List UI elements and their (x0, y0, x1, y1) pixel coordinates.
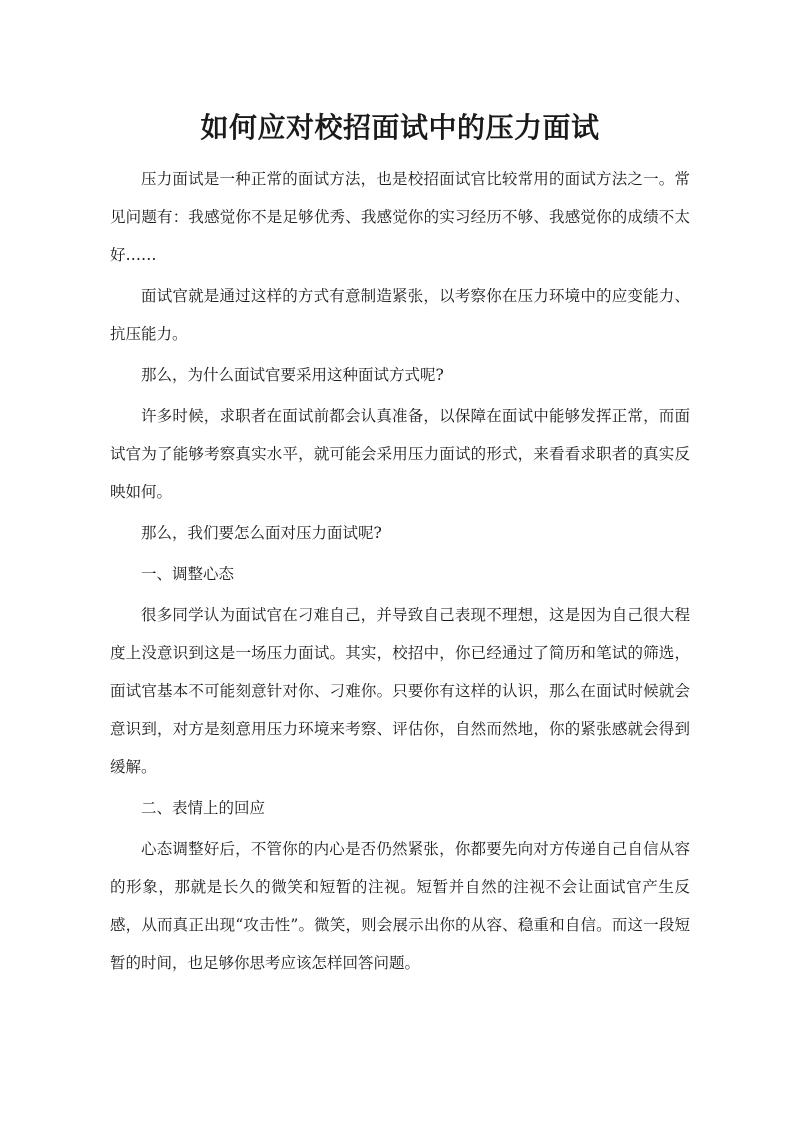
paragraph-reason: 许多时候，求职者在面试前都会认真准备，以保障在面试中能够发挥正常，而面试官为了能够考察真实水平，就可能会采用压力面试的形式，来看看求职者的真实反映如何。 (110, 407, 690, 501)
section-heading-mindset: 一、调整心态 (141, 565, 235, 583)
paragraph-expression: 心态调整好后，不管你的内心是否仍然紧张，你都要先向对方传递自己自信从容的形象，那就是长久的微笑和短暂的注视。短暂并自然的注视不会让面试官产生反感，从而真正出现“攻击性”。微笑，则会展示出你的从容、稳重和自信。而这一段短暂的时间，也足够你思考应该怎样回答问题。 (110, 840, 690, 972)
document-page (110, 0, 690, 1130)
document-body (110, 160, 690, 985)
document-title: 如何应对校招面试中的压力面试 (200, 111, 600, 144)
paragraph-question-why: 那么，为什么面试官要采用这种面试方式呢? (141, 366, 444, 384)
paragraph-mindset: 很多同学认为面试官在刁难自己，并导致自己表现不理想，这是因为自己很大程度上没意识到这是一场压力面试。其实，校招中，你已经通过了简历和笔试的筛选，面试官基本不可能刻意针对你、刁难你。只要你有这样的认识，那么在面试时候就会意识到，对方是刻意用压力环境来考察、评估你，自然而然地，你的紧张感就会得到缓解。 (110, 606, 690, 776)
paragraph-question-how: 那么，我们要怎么面对压力面试呢? (141, 524, 382, 542)
section-heading-expression: 二、表情上的回应 (141, 799, 266, 817)
paragraph-intro: 压力面试是一种正常的面试方法，也是校招面试官比较常用的面试方法之一。常见问题有：我感觉你不是足够优秀、我感觉你的实习经历不够、我感觉你的成绩不太好…… (110, 170, 690, 264)
paragraph-purpose: 面试官就是通过这样的方式有意制造紧张，以考察你在压力环境中的应变能力、抗压能力。 (110, 287, 690, 343)
